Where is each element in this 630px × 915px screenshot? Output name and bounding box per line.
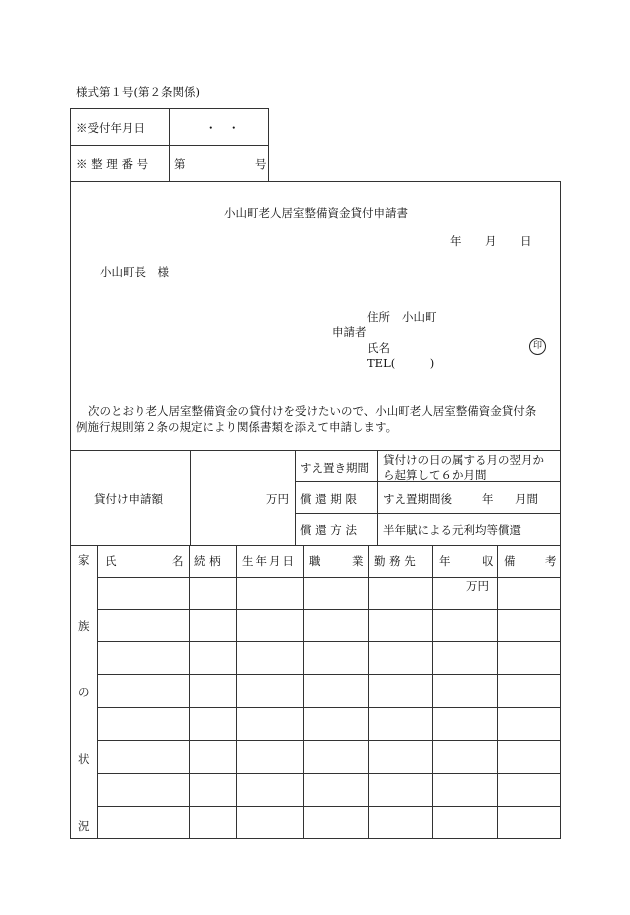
- header-income-1: 年: [439, 554, 451, 568]
- date-year: 年: [450, 234, 462, 248]
- family-side-label-2: 族: [78, 619, 90, 633]
- loan-amount-unit: 万円: [266, 492, 289, 506]
- body-text-line-1: 次のとおり老人居室整備資金の貸付けを受けたいので、小山町老人居室整備資金貸付条: [88, 404, 537, 418]
- address-value: 小山町: [402, 310, 437, 324]
- header-birth-date: 生年月日: [242, 554, 296, 568]
- header-workplace: 勤 務 先: [374, 554, 416, 568]
- repayment-period-prefix: すえ置期間後: [383, 492, 452, 506]
- header-income-2: 収: [482, 554, 494, 568]
- tel-label: TEL( ): [367, 356, 435, 370]
- addressee: 小山町長 様: [100, 265, 169, 279]
- reception-number-prefix: 第: [174, 157, 186, 171]
- header-job-2: 業: [352, 554, 364, 568]
- header-note-2: 考: [545, 554, 557, 568]
- grace-period-label: すえ置き期間: [300, 461, 369, 475]
- page-title: 小山町老人居室整備資金貸付申請書: [224, 206, 408, 220]
- seal-mark-icon: 印: [529, 338, 546, 355]
- reception-number-label: ※ 整 理 番 号: [76, 157, 149, 171]
- header-name-1: 氏: [105, 554, 117, 568]
- header-name-2: 名: [172, 554, 184, 568]
- repayment-period-year: 年: [482, 492, 494, 506]
- grace-period-value-1: 貸付けの日の属する月の翌月か: [383, 453, 544, 467]
- form-number: 様式第１号(第２条関係): [76, 85, 200, 99]
- income-unit: 万円: [466, 579, 489, 593]
- name-label: 氏名: [367, 341, 390, 355]
- reception-date-value: ・ ・: [205, 121, 240, 135]
- family-side-label-1: 家: [78, 553, 90, 567]
- repayment-period-label: 償 還 期 限: [300, 492, 357, 506]
- family-side-label-3: の: [78, 685, 90, 699]
- loan-amount-label: 貸付け申請額: [94, 492, 163, 506]
- repayment-method-value: 半年賦による元利均等償還: [383, 523, 521, 537]
- family-side-label-5: 況: [78, 819, 90, 833]
- family-side-label-4: 状: [78, 752, 90, 766]
- header-note-1: 備: [504, 554, 516, 568]
- body-text-line-2: 例施行規則第２条の規定により関係書類を添えて申請します。: [76, 420, 398, 434]
- address-label: 住所: [367, 310, 390, 324]
- reception-number-suffix: 号: [255, 157, 267, 171]
- applicant-label: 申請者: [332, 325, 367, 339]
- reception-date-label: ※受付年月日: [76, 121, 145, 135]
- date-month: 月: [485, 234, 497, 248]
- date-day: 日: [520, 234, 532, 248]
- repayment-period-month: 月間: [515, 492, 538, 506]
- repayment-method-label: 償 還 方 法: [300, 523, 357, 537]
- header-relation: 続 柄: [194, 554, 221, 568]
- grace-period-value-2: ら起算して６か月間: [383, 468, 487, 482]
- header-job-1: 職: [309, 554, 321, 568]
